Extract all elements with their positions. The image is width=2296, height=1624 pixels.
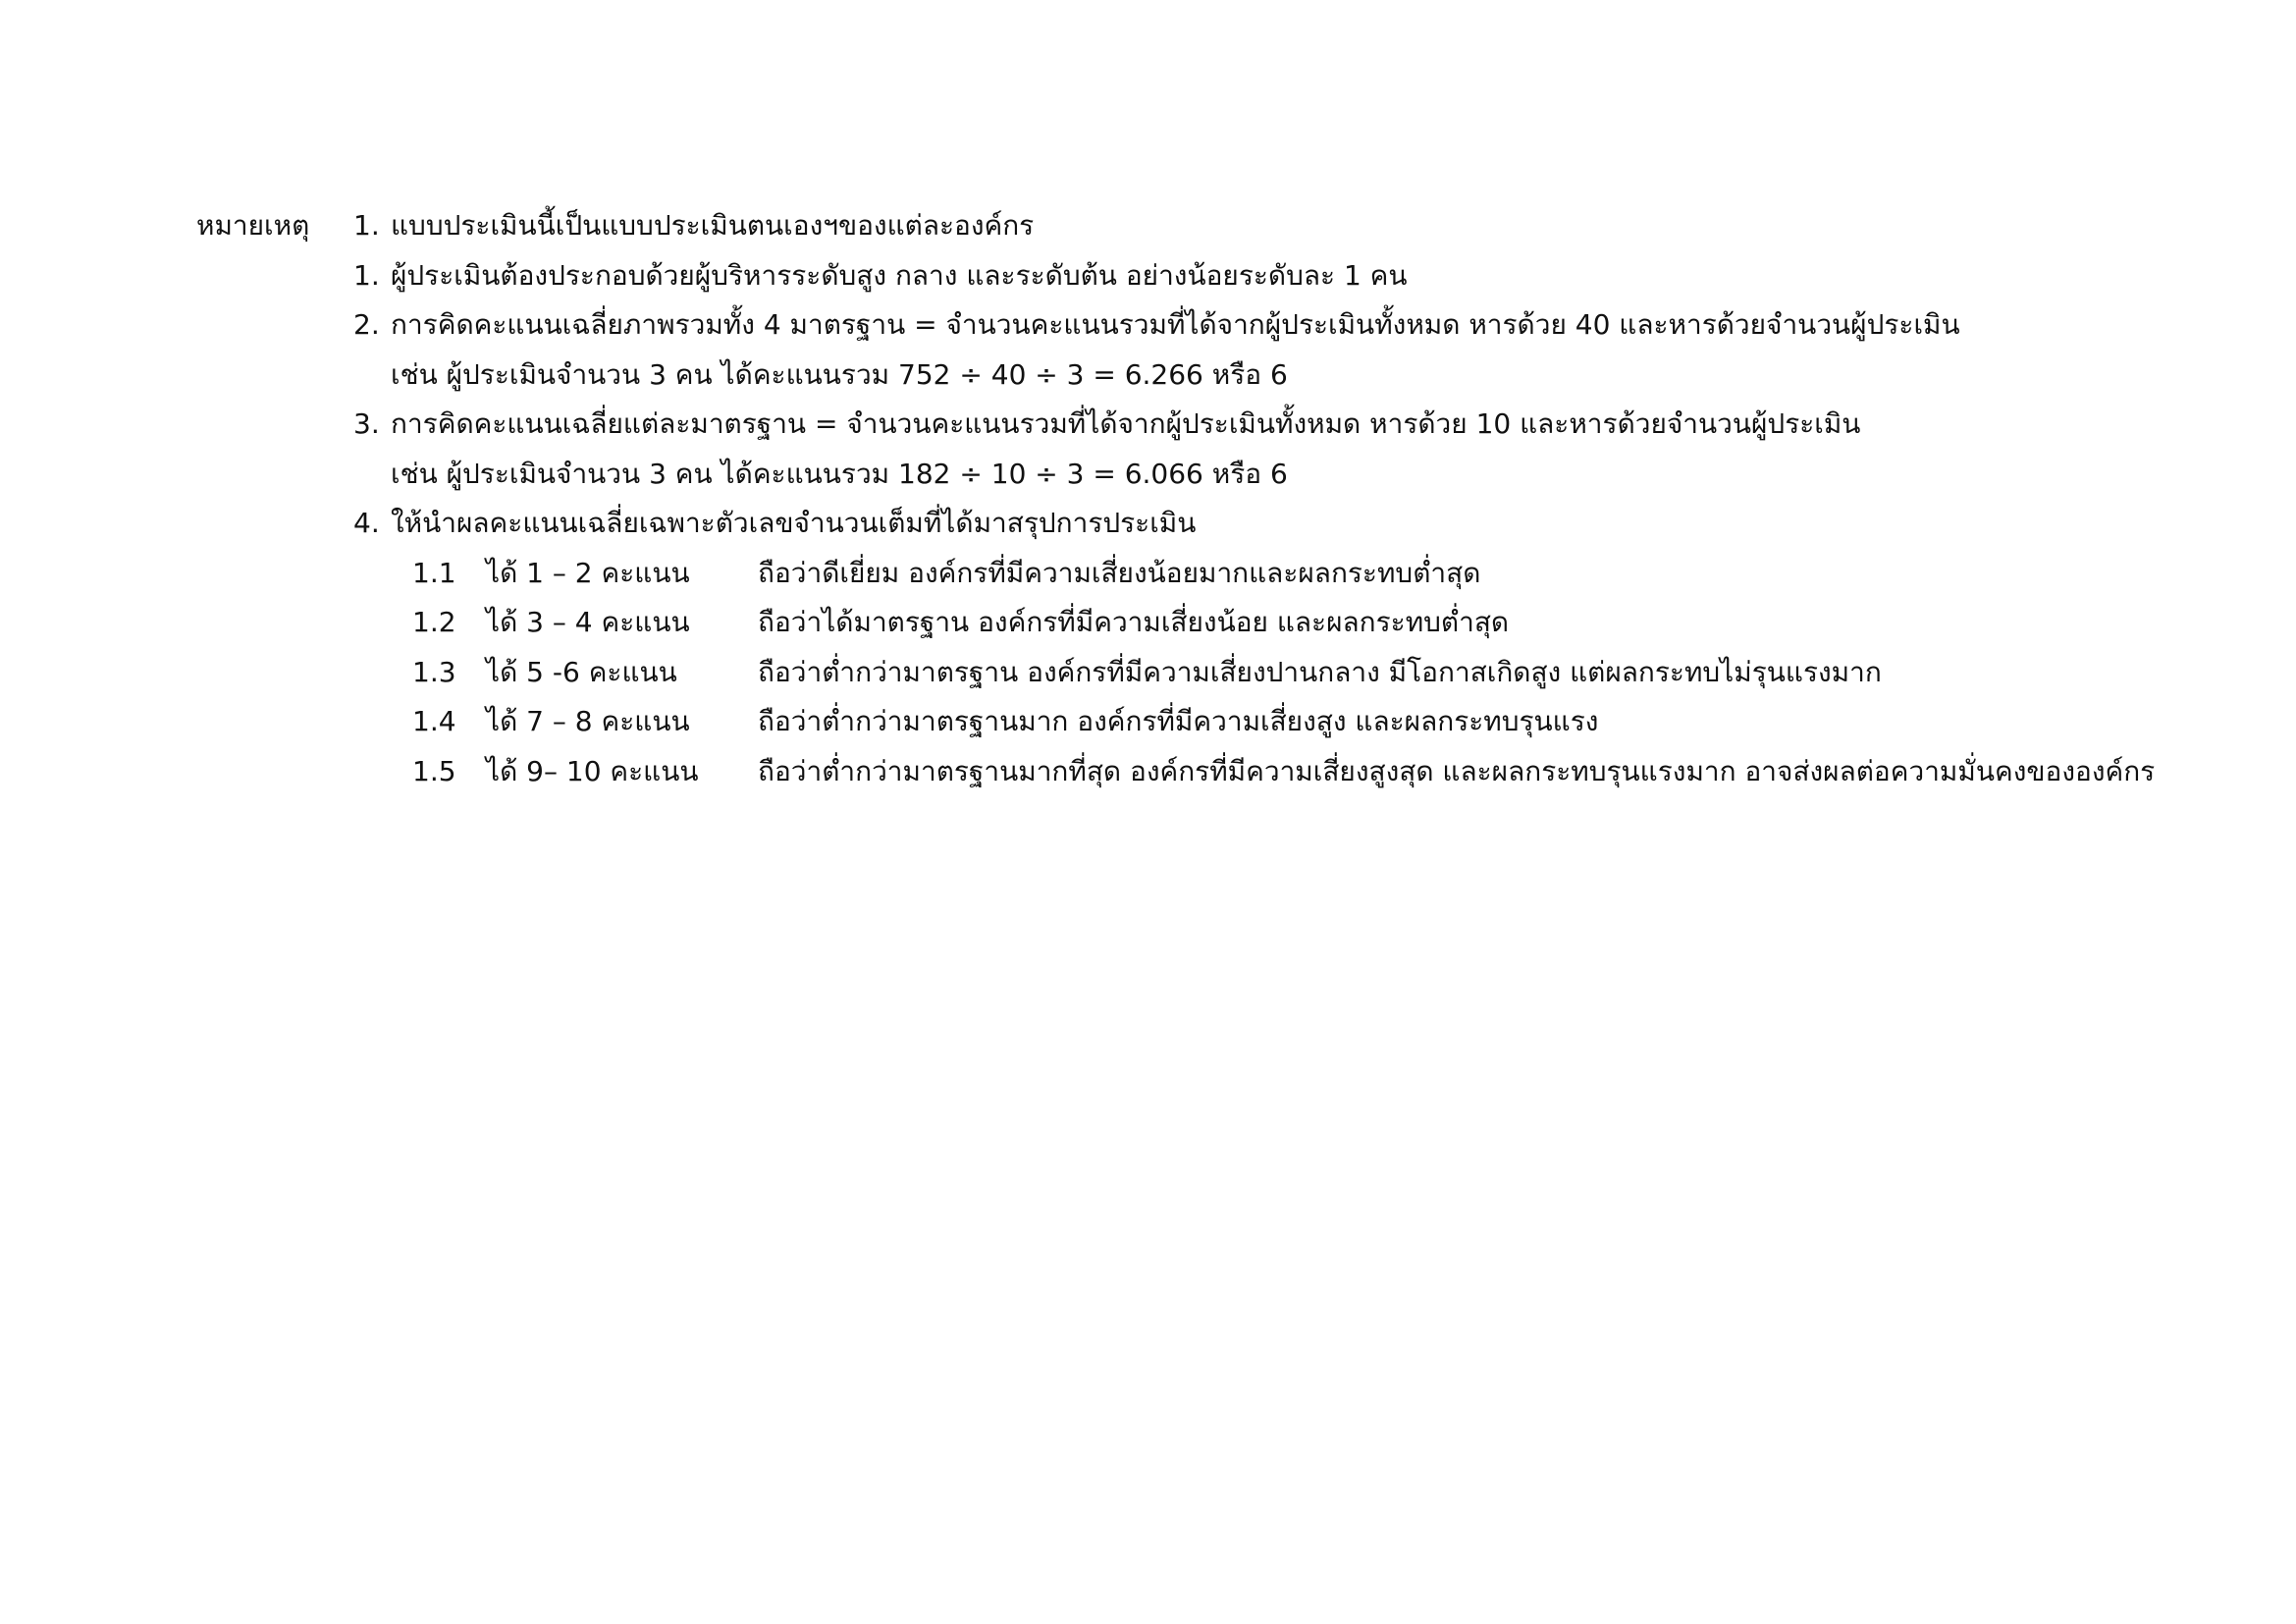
note-item-number: 1. xyxy=(353,209,380,242)
level-score: ได้ 1 – 2 คะแนน xyxy=(486,556,690,589)
level-number: 1.2 xyxy=(412,606,456,638)
level-row-5 xyxy=(196,747,2238,797)
note-item-number: 2. xyxy=(353,308,380,341)
note-item-text: แบบประเมินนี้เป็นแบบประเมินตนเองฯของแต่ละองค์กร xyxy=(391,209,1035,242)
note-item-example: เช่น ผู้ประเมินจำนวน 3 คน ได้คะแนนรวม 752 ÷ 40 ÷ 3 = 6.266 หรือ 6 xyxy=(391,357,1288,391)
level-row-1 xyxy=(196,549,2238,599)
note-row-3-example xyxy=(196,351,2238,401)
level-score: ได้ 3 – 4 คะแนน xyxy=(486,606,690,638)
level-score: ได้ 5 -6 คะแนน xyxy=(486,655,677,688)
level-description: ถือว่าต่ำกว่ามาตรฐาน องค์กรที่มีความเสี่ยงปานกลาง มีโอกาสเกิดสูง แต่ผลกระทบไม่รุนแรงมาก xyxy=(758,655,1882,688)
note-item-number: 1. xyxy=(353,258,380,292)
level-description: ถือว่าต่ำกว่ามาตรฐานมาก องค์กรที่มีความเสี่ยงสูง และผลกระทบรุนแรง xyxy=(758,705,1599,737)
note-item-text: การคิดคะแนนเฉลี่ยแต่ละมาตรฐาน = จำนวนคะแนนรวมที่ได้จากผู้ประเมินทั้งหมด หารด้วย 10 และหารด้วยจำนวนผู้ประเมิน xyxy=(391,407,1861,440)
notes-label: หมายเหตุ xyxy=(196,209,310,242)
level-score: ได้ 9– 10 คะแนน xyxy=(486,754,699,787)
note-item-number: 4. xyxy=(353,507,380,539)
note-row-5 xyxy=(196,499,2238,549)
note-row-1 xyxy=(196,201,2238,251)
level-number: 1.4 xyxy=(412,705,456,737)
level-description: ถือว่าได้มาตรฐาน องค์กรที่มีความเสี่ยงน้อย และผลกระทบต่ำสุด xyxy=(758,606,1510,638)
note-item-text: ให้นำผลคะแนนเฉลี่ยเฉพาะตัวเลขจำนวนเต็มที่ได้มาสรุปการประเมิน xyxy=(391,507,1197,539)
level-score: ได้ 7 – 8 คะแนน xyxy=(486,705,690,737)
note-item-text: การคิดคะแนนเฉลี่ยภาพรวมทั้ง 4 มาตรฐาน = จำนวนคะแนนรวมที่ได้จากผู้ประเมินทั้งหมด หารด้วย 40 และหารด้วยจำนวนผู้ประเมิน xyxy=(391,308,1960,341)
level-number: 1.1 xyxy=(412,556,456,589)
level-number: 1.3 xyxy=(412,655,456,688)
level-row-2 xyxy=(196,598,2238,648)
level-description: ถือว่าต่ำกว่ามาตรฐานมากที่สุด องค์กรที่มีความเสี่ยงสูงสุด และผลกระทบรุนแรงมาก อาจส่งผลต่อความมั่นคงขององค์กร xyxy=(758,754,2156,787)
note-row-4-example xyxy=(196,450,2238,500)
note-row-4 xyxy=(196,400,2238,450)
level-number: 1.5 xyxy=(412,754,456,787)
note-row-3 xyxy=(196,300,2238,351)
note-row-2 xyxy=(196,251,2238,301)
notes-section xyxy=(196,201,2238,796)
level-row-4 xyxy=(196,697,2238,747)
level-description: ถือว่าดีเยี่ยม องค์กรที่มีความเสี่ยงน้อยมากและผลกระทบต่ำสุด xyxy=(758,556,1481,589)
level-row-3 xyxy=(196,648,2238,698)
note-item-example: เช่น ผู้ประเมินจำนวน 3 คน ได้คะแนนรวม 182 ÷ 10 ÷ 3 = 6.066 หรือ 6 xyxy=(391,457,1288,490)
note-item-text: ผู้ประเมินต้องประกอบด้วยผู้บริหารระดับสูง กลาง และระดับต้น อย่างน้อยระดับละ 1 คน xyxy=(391,258,1408,292)
note-item-number: 3. xyxy=(353,407,380,440)
